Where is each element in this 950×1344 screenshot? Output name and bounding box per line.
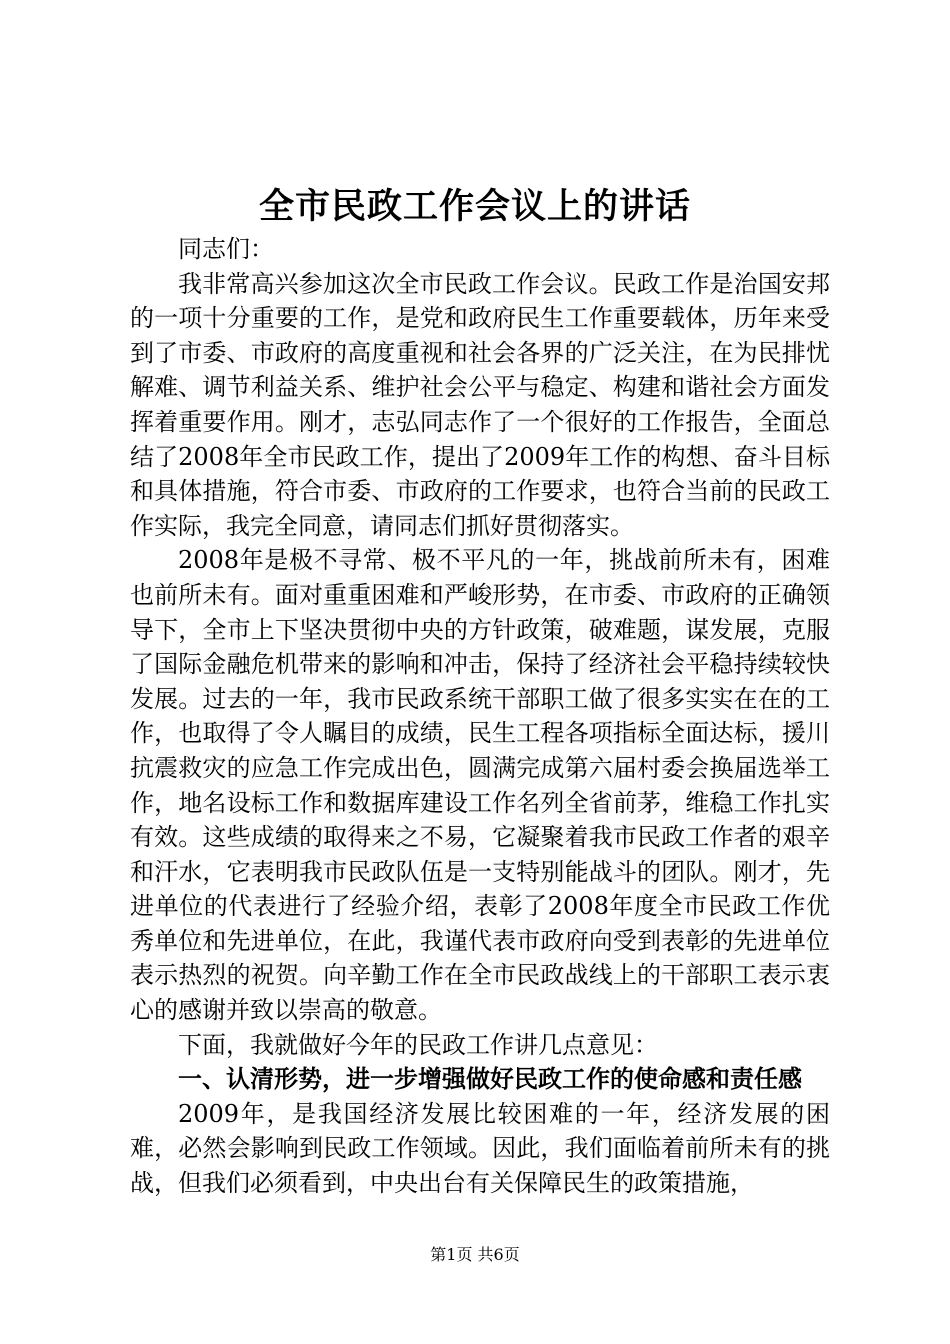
salutation-paragraph: 同志们： bbox=[178, 235, 274, 263]
achievements-paragraph: 2008年是极不寻常、极不平凡的一年，挑战前所未有，困难也前所未有。面对重重困难和严峻形势，在市委、市政府的正确领导下，全市上下坚决贯彻中央的方针政策，破难题，谋发展，克服了国际金融危机带来的影响和冲击，保持了经济社会平稳持续较快发展。过去的一年，我市民政系统干部职工做了很多实实在在的工作，也取得了令人瞩目的成绩，民生工程各项指标全面达标，援川抗震救灾的应急工作完成出色，圆满完成第六届村委会换届选举工作，地名设标工作和数据库建设工作名列全省前茅，维稳工作扎实有效。这些成绩的取得来之不易，它凝聚着我市民政工作者的艰辛和汗水，它表明我市民政队伍是一支特别能战斗的团队。刚才，先进单位的代表进行了经验介绍，表彰了2008年度全市民政工作优秀单位和先进单位，在此，我谨代表市政府向受到表彰的先进单位表示热烈的祝贺。向辛勤工作在全市民政战线上的干部职工表示衷心的感谢并致以崇高的敬意。 bbox=[130, 546, 830, 1025]
document-body bbox=[130, 232, 830, 1201]
section-paragraph: 2009年，是我国经济发展比较困难的一年，经济发展的困难，必然会影响到民政工作领域。因此，我们面临着前所未有的挑战，但我们必须看到，中央出台有关保障民生的政策措施， bbox=[130, 1099, 830, 1198]
transition-paragraph: 下面，我就做好今年的民政工作讲几点意见： bbox=[178, 1030, 658, 1059]
document-title: 全市民政工作会议上的讲话 bbox=[258, 186, 691, 227]
intro-paragraph: 我非常高兴参加这次全市民政工作会议。民政工作是治国安邦的一项十分重要的工作，是党和政府民生工作重要载体，历年来受到了市委、市政府的高度重视和社会各界的广泛关注，在为民排忧解难、调节利益关系、维护社会公平与稳定、构建和谐社会方面发挥着重要作用。刚才，志弘同志作了一个很好的工作报告，全面总结了2008年全市民政工作，提出了2009年工作的构想、奋斗目标和具体措施，符合市委、市政府的工作要求，也符合当前的民政工作实际，我完全同意，请同志们抓好贯彻落实。 bbox=[130, 269, 830, 540]
section-heading: 一、认清形势，进一步增强做好民政工作的使命感和责任感 bbox=[178, 1064, 802, 1094]
page-number-footer: 第1页 共6页 bbox=[430, 1245, 520, 1264]
